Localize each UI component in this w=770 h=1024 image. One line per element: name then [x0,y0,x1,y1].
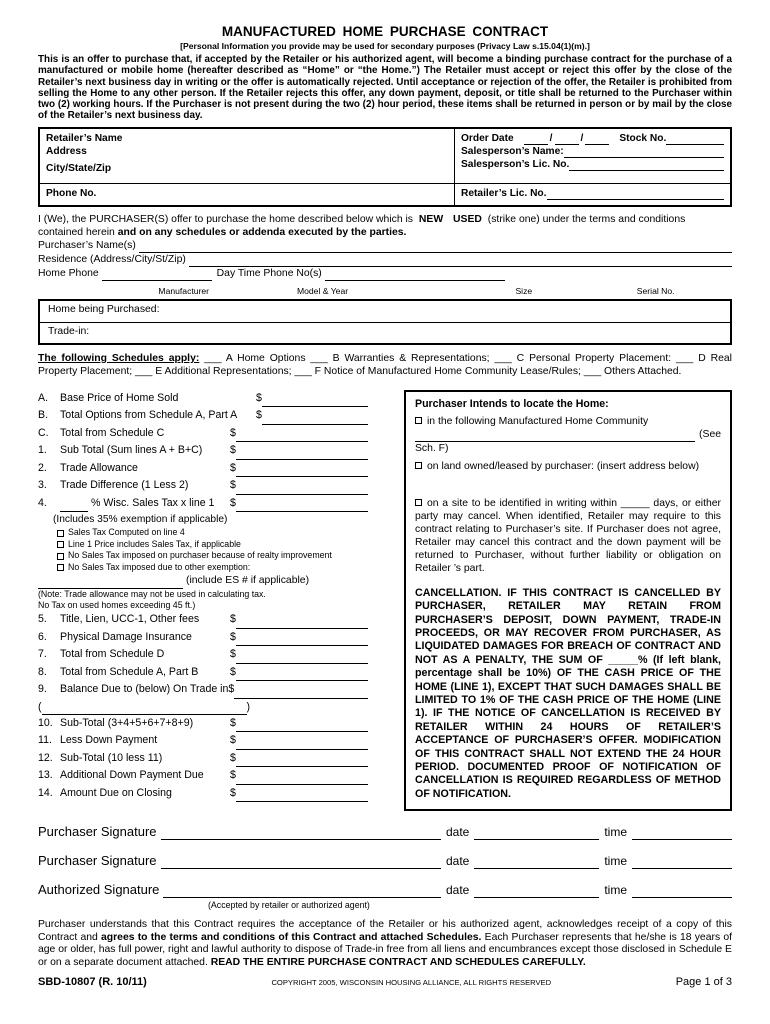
exemption-note: (Includes 35% exemption if applicable) [53,514,228,526]
purchaser-names-row [38,239,732,253]
authorized-signature-field[interactable] [163,883,441,898]
see-schedule-note-2: Sch. F) [415,442,449,454]
locate-site-tbd-checkbox[interactable] [415,499,422,506]
checkbox-label: No Sales Tax imposed due to other exemption: [68,561,251,572]
closing-text-3: Each Purchaser represents that he/she is 18 years of age or older, has full power, right and lawful authority to dispose of Trade-in free from all liens and encumbrances except those disclosed in Schedule E or on a separate document attached. [38,931,733,969]
time-label: time [604,883,627,898]
line-number: 8. [38,665,47,678]
line-label: Trade Difference (1 Less 2) [60,479,189,492]
price-line-5 [38,611,368,629]
price-line-4 [38,495,368,513]
col-header-model-year: Model & Year [296,285,349,296]
salesperson-name-label: Salesperson’s Name: [461,145,564,157]
purchaser-signature-field-1[interactable] [161,825,441,840]
line-label: Less Down Payment [60,734,158,747]
date-label: date [445,854,470,869]
amount-field-9[interactable] [234,686,368,699]
cancellation-clause: CANCELLATION. IF THIS CONTRACT IS CANCELLED BY PURCHASER, RETAILER MAY RETAIN FROM PURCHASER’S DEPOSIT, DOWN PAYMENT, TRADE-IN PROCEEDS, OR MAY RECOVER FROM PURCHASER, AS LIQUIDATED DAMAGES FOR BREACH OF CONTRACT AND NOT AS A PENALTY, THE SUM OF _____% (If left blank, percentage shall be 10%) OF THE CASH PRICE OF THE HOME (LINE 1), EXCEPT THAT SUCH DAMAGES SHALL BE LIMITED TO 1% OF THE CASH PRICE OF THE HOME (LINE 1). IF THE NOTICE OF CANCELLATION IS RECEIVED BY RETAILER WITHIN 24 HOURS OF RETAILER’S ACCEPTANCE OF PURCHASER’S OFFER. MODIFICATION OF THIS CONTRACT SHALL NOT EXTEND THE 24 HOUR PERIOD. DOCUMENTED PROOF OF NOTIFICATION OF CANCELLATION IS REQUIRED REGARDLESS OF METHOD OF NOTIFICATION. [415,586,721,800]
option-label: on land owned/leased by purchaser: (insert address below) [427,460,700,472]
home-phone-field[interactable] [102,269,212,281]
line-label: Balance Due to (below) On Trade in [60,683,229,696]
price-line-A [38,390,368,408]
tax-note-line-1: (Note: Trade allowance may not be used in calculating tax. [38,589,266,600]
schedules-lead: The following Schedules apply: [38,352,200,364]
dollar-sign: $ [228,683,235,696]
amount-field-3[interactable] [236,482,368,495]
dollar-sign: $ [256,391,262,404]
locate-box-title: Purchaser Intends to locate the Home: [415,397,609,410]
amount-field-4[interactable] [236,499,368,512]
order-info-right [454,129,730,183]
stock-no-label: Stock No. [619,132,667,144]
salesperson-name-field[interactable] [564,147,724,158]
col-header-manufacturer: Manufacturer [158,285,210,296]
dollar-sign: $ [230,461,236,474]
no-tax-exemption-checkbox[interactable] [57,564,64,571]
amount-field-12[interactable] [236,754,368,767]
copyright-notice: COPYRIGHT 2005, WISCONSIN HOUSING ALLIANCE, ALL RIGHTS RESERVED [271,977,552,987]
offer-text-3-bold: and on any schedules or addenda executed by the parties. [117,226,407,238]
time-label: time [604,825,627,840]
dollar-sign: $ [230,426,236,439]
line-label: Total Options from Schedule A, Part A [60,409,238,422]
time-field-1[interactable] [632,825,732,840]
es-note: (include ES # if applicable) [186,575,310,587]
retailer-lic-cell [454,184,730,205]
price-line-7 [38,646,368,664]
order-date-label: Order Date [461,132,514,144]
residence-label: Residence (Address/City/St/Zip) [38,253,186,265]
price-line-B [38,407,368,425]
intro-paragraph: This is an offer to purchase that, if accepted by the Retailer or his authorized agent, will become a binding purchase contract for the purchase of a manufactured or mobile home (hereafter described as “Home” or “the Home.”) The Retailer must accept or reject this offer by the close of the Retailer’s next business day in writing or the offer is automatically rejected. Until acceptance or rejection of the offer, the Retailer is prohibited from selling the Home to any other person. If the Retailer rejects this offer, any down payment, deposit, or title shall be returned to the Purchaser within two (2) working hours. If the Purchaser is not present during the two (2) hour period, these items shall be returned in person or by mail by the close of the Retailer’s next business day. [38,54,732,122]
dollar-sign: $ [230,444,236,457]
amount-field-C[interactable] [236,429,368,442]
date-separator: / [549,132,553,144]
line-label: Trade Allowance [60,461,138,474]
line-number: 4. [38,496,47,509]
line-label: Title, Lien, UCC-1, Other fees [60,613,200,626]
sales-tax-computed-checkbox[interactable] [57,530,64,537]
privacy-note: [Personal Information you provide may be used for secondary purposes (Privacy Law s.15.04(1)(m).] [180,41,590,51]
locate-home-box [404,390,732,812]
price-line-12 [38,750,368,768]
checkbox-label: Sales Tax Computed on line 4 [68,527,185,538]
price-line-C [38,425,368,443]
amount-field-11[interactable] [236,737,368,750]
amount-field-1[interactable] [236,447,368,460]
trade-balance-payee-line [38,699,368,715]
dollar-sign: $ [230,630,236,643]
line-number: 2. [38,461,47,474]
trade-balance-payee-field[interactable] [42,703,247,715]
col-header-size: Size [515,285,533,296]
date-separator: / [580,132,584,144]
dollar-sign: $ [230,496,236,509]
offer-text-1: I (We), the PURCHASER(S) offer to purchase the home described below which is [38,213,413,225]
tax-note-line-2: No Tax on used homes exceeding 45 ft.) [38,600,196,611]
paren-close: ) [246,700,251,713]
purchaser-names-label: Purchaser’s Name(s) [38,239,136,251]
retailer-lic-field[interactable] [547,189,725,200]
checkbox-label: Line 1 Price includes Sales Tax, if applicable [68,538,241,549]
closing-text-1: Purchaser understands that this Contract requires the acceptance of the Retailer or his authorized agent, acknowledges receipt of a copy of this Contract and [38,919,732,943]
form-number: SBD-10807 (R. 10/11) [38,975,147,988]
price-line-6 [38,629,368,647]
time-field-3[interactable] [632,883,732,898]
date-field-2[interactable] [474,854,599,869]
exemption-es-field[interactable] [38,577,183,589]
line-letter: A. [38,391,49,404]
price-line-9 [38,681,368,699]
salesperson-lic-field[interactable] [569,160,724,171]
line-number: 11. [38,734,52,747]
purchaser-signature-label: Purchaser Signature [38,853,157,869]
schedules-paragraph [38,352,732,379]
see-schedule-note: (See [699,428,721,440]
line-number: 12. [38,751,53,764]
dollar-sign: $ [230,751,236,764]
price-line-14 [38,785,368,803]
locate-option-site-tbd [415,497,721,575]
day-phone-label: Day Time Phone No(s) [216,267,322,279]
residence-row [38,253,732,267]
price-includes-tax-checkbox[interactable] [57,541,64,548]
schedules-body: ___ A Home Options ___ B Warranties & Representations; ___ C Personal Property Placement: ___ D Real Property Placement; ___ E Additional Representations; ___ F Notice of Manufactured Home Community Lease/Rules; ___ Others Attached. [38,352,732,378]
line-number: 14. [38,786,53,799]
line-label: Total from Schedule A, Part B [60,665,199,678]
purchaser-names-field[interactable] [139,241,732,253]
checkbox-label: No Sales Tax imposed on purchaser because of realty improvement [68,550,332,561]
authorized-signature-label: Authorized Signature [38,882,160,898]
no-tax-realty-checkbox[interactable] [57,553,64,560]
line-letter: B. [38,409,49,422]
locate-community-checkbox[interactable] [415,417,422,424]
purchaser-signature-field-2[interactable] [161,854,441,869]
salesperson-lic-label: Salesperson’s Lic. No. [461,158,570,170]
home-table-headers [38,286,732,297]
time-field-2[interactable] [632,854,732,869]
sales-tax-computed-option [57,527,368,539]
line-label: Sub-Total (10 less 11) [60,751,163,764]
line-number: 3. [38,479,47,492]
option-label: in the following Manufactured Home Community [427,415,649,427]
locate-own-land-checkbox[interactable] [415,462,422,469]
price-line-2 [38,460,368,478]
home-purchased-label: Home being Purchased: [48,303,160,315]
col-header-serial-no: Serial No. [636,285,675,296]
price-line-13 [38,767,368,785]
new-used-choice[interactable]: NEW USED [418,213,482,225]
offer-paragraph [38,213,732,239]
line-number: 13. [38,769,53,782]
line-label: Total from Schedule C [60,426,165,439]
dollar-sign: $ [230,665,236,678]
no-tax-exemption-option [57,562,368,574]
dollar-sign: $ [230,479,236,492]
amount-field-A[interactable] [262,394,368,407]
closing-text-4-bold: READ THE ENTIRE PURCHASE CONTRACT AND SCHEDULES CAREFULLY. [210,957,586,969]
price-line-3 [38,477,368,495]
dollar-sign: $ [230,786,236,799]
order-date-day-field[interactable] [555,134,579,145]
purchaser-signature-label: Purchaser Signature [38,824,157,840]
date-label: date [445,825,470,840]
page-footer [38,976,732,988]
line-number: 10. [38,716,53,729]
dollar-sign: $ [256,409,262,422]
line-label: Sub Total (Sum lines A + B+C) [60,444,203,457]
line-label: % Wisc. Sales Tax x line 1 [91,496,215,509]
amount-field-7[interactable] [236,651,368,664]
line-number: 9. [38,683,47,696]
closing-paragraph [38,919,732,969]
line-number: 1. [38,444,47,457]
retailer-info-box [38,127,732,207]
offer-text-2: (strike one) under the terms and conditions contained herein [38,213,686,238]
city-state-zip-label: City/State/Zip [46,162,112,174]
order-date-month-field[interactable] [524,134,548,145]
retailer-name-label: Retailer’s Name [46,132,123,144]
trade-in-row[interactable] [40,323,730,343]
purchaser-signature-row-1 [38,824,732,840]
retailer-phone-cell [40,184,454,205]
pricing-column [38,390,368,812]
date-label: date [445,883,470,898]
amount-field-B[interactable] [262,412,368,425]
accepted-by-note: (Accepted by retailer or authorized agent) [208,900,370,911]
address-label: Address [46,145,87,157]
page-title: MANUFACTURED HOME PURCHASE CONTRACT [221,24,549,39]
day-phone-field[interactable] [325,269,505,281]
trade-in-label: Trade-in: [48,325,90,337]
sales-tax-rate-field[interactable] [60,499,88,512]
dollar-sign: $ [230,734,236,747]
line-letter: C. [38,426,49,439]
exemption-number-line [38,573,368,589]
line-label: Physical Damage Insurance [60,630,192,643]
home-purchased-row[interactable] [40,301,730,323]
home-phone-label: Home Phone [38,267,99,279]
main-columns [38,390,732,812]
no-tax-realty-option [57,550,368,562]
amount-field-6[interactable] [236,633,368,646]
line-number: 6. [38,630,47,643]
date-field-3[interactable] [474,883,599,898]
price-line-11 [38,732,368,750]
purchaser-signature-row-2 [38,853,732,869]
line-label: Sub-Total (3+4+5+6+7+8+9) [60,716,194,729]
price-line-10 [38,715,368,733]
paren-open: ( [38,700,42,713]
line-label: Additional Down Payment Due [60,769,204,782]
locate-option-own-land [415,460,721,473]
locate-option-community [415,415,721,428]
residence-field[interactable] [189,255,732,267]
dollar-sign: $ [230,648,236,661]
home-table [38,299,732,345]
amount-field-2[interactable] [236,464,368,477]
option-label: on a site to be identified in writing within _____ days, or either party may cancel. When identified, Retailer may require to this contract relating to Purchaser’s site. If Purchaser does not agree, Retailer may cancel this contract and the down payment will be returned to Purchaser, without further liability or obligation on Retailer ’s part. [415,497,721,574]
community-name-line [415,428,721,442]
dollar-sign: $ [230,613,236,626]
line-label: Base Price of Home Sold [60,391,179,404]
line-label: Total from Schedule D [60,648,165,661]
amount-field-10[interactable] [236,719,368,732]
line-number: 7. [38,648,47,661]
dollar-sign: $ [230,716,236,729]
date-field-1[interactable] [474,825,599,840]
dollar-sign: $ [230,769,236,782]
order-date-year-field[interactable] [585,134,609,145]
closing-text-2-bold: agrees to the terms and conditions of this Contract and attached Schedules. [101,931,482,943]
authorized-signature-row [38,882,732,898]
amount-field-14[interactable] [236,789,368,802]
stock-no-field[interactable] [666,134,724,145]
phone-no-label: Phone No. [46,187,97,199]
retailer-info-left [40,129,454,183]
amount-field-8[interactable] [236,668,368,681]
amount-field-5[interactable] [236,616,368,629]
page-number: Page 1 of 3 [675,975,732,988]
price-includes-tax-option [57,539,368,551]
price-line-8 [38,664,368,682]
amount-field-13[interactable] [236,772,368,785]
phone-row [38,267,732,281]
time-label: time [604,854,627,869]
line-label: Amount Due on Closing [60,786,172,799]
community-name-field[interactable] [415,430,695,442]
price-line-1 [38,442,368,460]
line-number: 5. [38,613,47,626]
retailer-lic-label: Retailer’s Lic. No. [461,187,547,199]
